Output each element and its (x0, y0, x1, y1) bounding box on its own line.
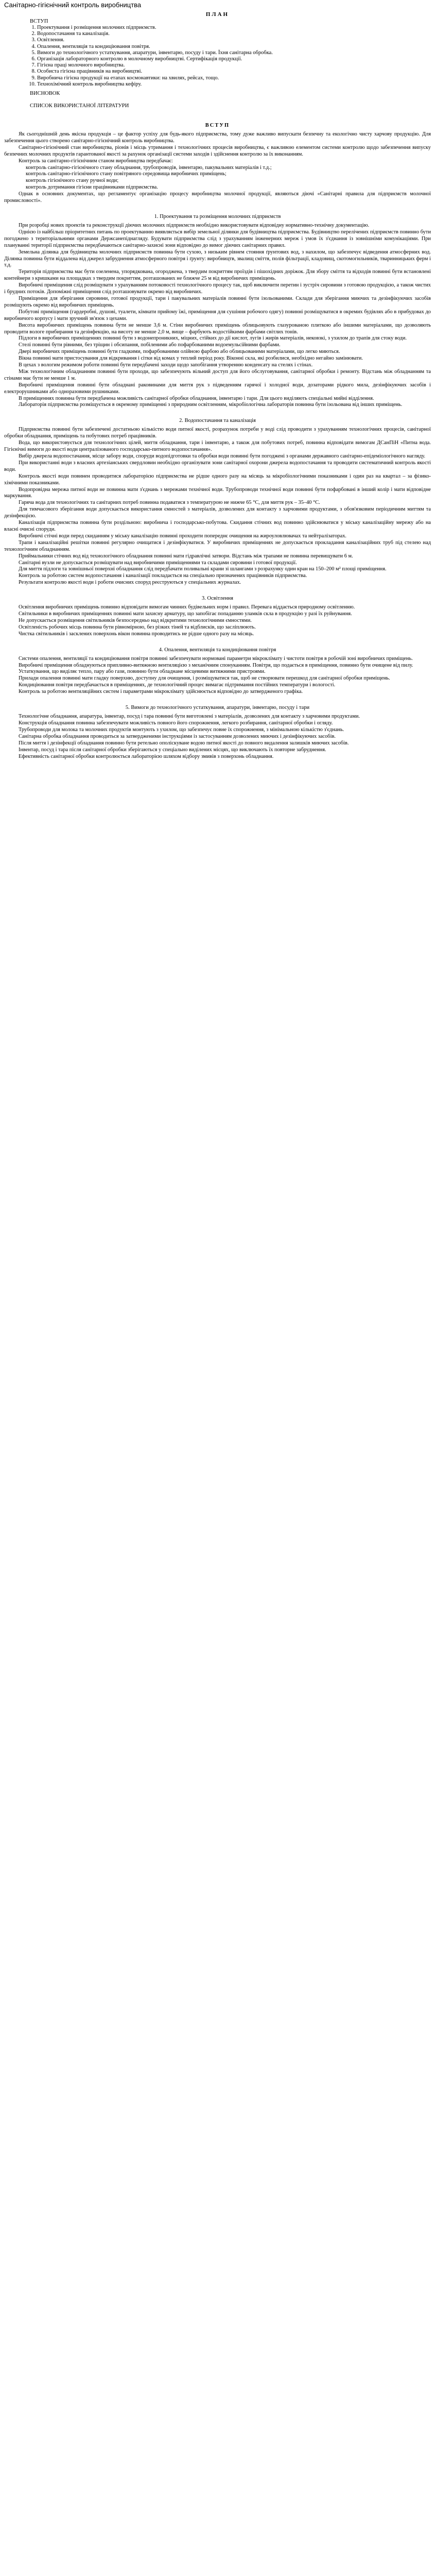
paragraph: Двері виробничих приміщень повинні бути гладкими, пофарбованими олійною фарбою або облицьованими матеріалами, що легко миються. (19, 349, 340, 355)
toc-item: 10. Технохімічний контроль виробництва кефіру. (37, 81, 431, 88)
paragraph: При використанні води з власних артезіанських свердловин необхідно організувати зони санітарної охорони джерела водопостачання та проводити систематичний контроль якості води. (4, 460, 431, 472)
paragraph: Технологічне обладнання, апаратура, інвентар, посуд і тара повинні бути виготовлені з матеріалів, дозволених для контакту з харчовими продуктами. (19, 714, 360, 720)
paragraph: Результати контролю якості води і роботи очисних споруд реєструються у спеціальних журналах. (19, 580, 241, 586)
paragraph: Однак в основних документах, що регламентує організацію процесу виробництва молочної продукції, являються діючі «Санітарні правила для підприємств молочної промисловості». (4, 191, 431, 204)
paragraph: Виробничі приміщення слід розміщувати з урахуванням потоковості технологічного процесу так, щоб виключити перетин і зустріч сировини з готовою продукцією, а також чистих і брудних потоків. Допоміжні приміщення слід розташовувати окремо від виробничих. (4, 282, 431, 295)
section-heading: 5. Вимоги до технологічного устаткування, апаратури, інвентарю, посуду і тари (125, 705, 310, 711)
toc-intro: ВСТУП (30, 19, 48, 24)
toc-item: 2. Водопостачання та каналізація. (37, 31, 431, 37)
toc-item: 5. Вимоги до технологічного устаткування, апаратури, інвентарю, посуду і тари. Їхня санітарна обробка. (37, 50, 431, 56)
bullet-item: контроль дотримання гігієни працівниками підприємства. (26, 184, 158, 191)
toc-item: 1. Проектування і розміщення молочних підприємств. (37, 25, 431, 31)
section-5 (4, 714, 431, 760)
paragraph: Санітарно-гігієнічний стан виробництва, ріонів і місць утримання і технологічних процесів виробництва, є важливою елементом системи контролю щодо забезпечення випуску безпечних молочних продуктів гарантованої якості за рахунок організації системи заходів і здійснення контролю за їх виконанням. (4, 144, 431, 157)
section-heading: 3. Освітлення (202, 596, 233, 602)
paragraph: Трубопроводи для молока та молочних продуктів монтують з ухилом, що забезпечує повне їх спорожнення, з мінімальною кількістю з'єднань. (19, 726, 344, 733)
paragraph: Контроль за роботою вентиляційних систем і параметрами мікроклімату здійснюється відповідно до затвердженого графіка. (19, 689, 303, 695)
section-heading: 2. Водопостачання та каналізація (179, 418, 256, 424)
paragraph: Контроль за санітарно-гігієнічним станом виробництва передбачає: (19, 158, 173, 164)
paragraph: Виробничі приміщення повинні бути обладнані раковинами для миття рук з підведенням гарячої і холодної води, дозаторами рідкого мила, дезінфікуючих засобів і електрорушниками або одноразовими рушниками. (4, 382, 431, 395)
table-of-contents (25, 25, 431, 88)
toc-literature: СПИСОК ВИКОРИСТАНОЇ ЛІТЕРАТУРИ (30, 103, 129, 109)
section-heading: 4. Опалення, вентиляція та кондиціювання повітря (159, 647, 276, 653)
paragraph: В цехах з вологим режимом роботи повинні бути передбачені заходи щодо запобігання утворенню конденсату на стелях і стінах. (19, 362, 313, 368)
toc-item: 9. Виробнича гігієна продукції на етапах космонавтики: на хвилях, рейсах, тощо. (37, 75, 431, 81)
intro-section (4, 131, 431, 205)
paragraph: Приміщення для зберігання сировини, готової продукції, тари і пакувальних матеріалів повинні бути ізольованими. Склади для зберігання миючих та дезінфікуючих засобів розміщують окремо від виробничих приміщень. (4, 295, 431, 308)
paragraph: В приміщеннях повинна бути передбачена можливість санітарної обробки обладнання, інвентарю і тари. Для цього виділяють спеціальні мийні відділення. (19, 395, 374, 401)
paragraph: Водопровідна мережа питної води не повинна мати з'єднань з мережами технічної води. Трубопроводи технічної води повинні бути пофарбовані в інший колір і мати відповідне маркування. (4, 486, 431, 499)
paragraph: Санітарні вузли не допускається розміщувати над виробничими приміщеннями та складами сировини і готової продукції. (19, 560, 297, 566)
paragraph: Підприємства повинні бути забезпечені достатньою кількістю води питної якості, розрахунок потреби у воді слід проводити з урахуванням технологічних процесів, санітарної обробки обладнання, приміщень та побутових потреб працівників. (4, 427, 431, 439)
paragraph: Чистка світильників і засклених поверхонь вікон повинна проводитись не рідше одного разу на місяць. (19, 631, 254, 637)
paragraph: Земельна ділянка для будівництва молочних підприємств повинна бути сухою, з низьким рівнем стояння ґрунтових вод, з нахилом, що забезпечує відведення атмосферних вод. Ділянка повинна бути віддалена від джерел забруднення атмосферного повітря і ґрунту: виробництв, звалищ сміття, полів фільтрації, кладовищ, скотомогильників, тваринницьких ферм і т.д. (4, 249, 431, 268)
paragraph: Вікна повинні мати пристосування для відкривання і сітки від комах у теплий період року. Віконні скла, які розбилися, необхідно негайно замінювати. (19, 355, 363, 362)
paragraph: Системи опалення, вентиляції та кондиціювання повітря повинні забезпечувати нормовані параметри мікроклімату і чистоти повітря в робочій зоні виробничих приміщень. (19, 655, 413, 662)
plan-heading: ПЛАН (205, 11, 230, 18)
paragraph: Санітарна обробка обладнання проводиться за затвердженими інструкціями із застосуванням дозволених миючих і дезінфікуючих засобів. (19, 733, 336, 739)
paragraph: Устаткування, що виділяє тепло, пару або гази, повинно бути обладнане місцевими витяжними пристроями. (19, 669, 266, 675)
paragraph: Трапи і каналізаційні решітки повинні регулярно очищатися і дезінфікуватися. У виробничих приміщеннях не допускається прокладання каналізаційних труб під стелею над технологічним обладнанням. (4, 539, 431, 552)
paragraph: При розробці нових проектів та реконструкції діючих молочних підприємств необхідно використовувати відповідну нормативно-технічну документацію. (19, 223, 370, 228)
section-heading: 1. Проектування та розміщення молочних підприємств (154, 214, 281, 219)
toc-conclusions: ВИСНОВОК (30, 91, 60, 97)
paragraph: Для тимчасового зберігання води допускається використання ємностей з матеріалів, дозволених для контакту з харчовими продуктами, з обов'язковим періодичним миттям та дезінфекцією. (4, 506, 431, 519)
section-3 (4, 604, 431, 638)
paragraph: Кондиціювання повітря передбачається в приміщеннях, де технологічний процес вимагає підтримання постійних температури і вологості. (19, 682, 336, 688)
bullet-item: контроль гігієнічного стану ручної води; (26, 178, 119, 184)
paragraph: Виробничі приміщення обладнуються припливно-витяжною вентиляцією з механічним спонуканням. Повітря, що подається в приміщення, повинно бути очищене від пилу. (19, 662, 413, 668)
toc-item: 6. Організація лабораторного контролю в молочному виробництві. Сертифікація продукції. (37, 56, 431, 62)
paragraph: Ефективність санітарної обробки контролюється лабораторією шляхом відбору змивів з поверхонь обладнання. (19, 753, 274, 759)
paragraph: Як сьогоднішній день якісна продукція – це фактор успіху для будь-якого підприємства, тому дуже важливо випускати безпечну та екологічно чисту харчову продукцію. Для забезпечення цього створено санітарно-гігієнічний контроль виробництва. (4, 131, 431, 144)
paragraph: Після миття і дезінфекції обладнання повинно бути ретельно ополіскуване водою питної якості до повного видалення залишків миючих засобів. (19, 740, 349, 746)
paragraph: Лабораторія підприємства розміщується в окремому приміщенні з природним освітленням, мікробіологічна лабораторія повинна бути ізольована від інших приміщень. (19, 402, 403, 408)
document-title: Санітарно-гігієнічний контроль виробництва (4, 1, 142, 9)
paragraph: Підлоги в виробничих приміщеннях повинні бути з водонепроникних, міцних, стійких до дії кислот, лугів і жирів матеріалів, нековзкі, з ухилом до трапів для стоку води. (19, 335, 407, 342)
paragraph: Для миття підлоги та зовнішньої поверхні обладнання слід передбачати поливальні крани зі шлангами з розрахунку один кран на 150–200 м² площі приміщення. (19, 566, 387, 572)
bullet-item: контроль санітарно-гігієнічного стану повітряного середовища виробничих приміщень; (26, 171, 226, 177)
paragraph: Однією із найбільш пріоритетних питань по проектуванню виявляється вибір земельної ділянки для будівництва підприємства. Будівництво перелічених підприємств повинно бути погоджено з територіальними органами Держсанепіднагляду. Будувати підприємства слід з урахуванням інженерних мереж і умов їх з'єднання із зовнішніми комунікаціями. При плануванні території підприємства передбачаються санітарно-захисні зони відповідно до вимог діючих санітарних правил. (4, 229, 431, 248)
paragraph: Не допускається розміщення світильників безпосередньо над відкритими технологічними ємностями. (19, 617, 252, 623)
section-2 (4, 427, 431, 586)
paragraph: Висота виробничих приміщень повинна бути не менше 3,6 м. Стіни виробничих приміщень облицьовують глазурованою плиткою або іншими матеріалами, що дозволяють проводити вологе прибирання та дезінфекцію, на висоту не менше 2,0 м, вище – фарбують водостійкими фарбами світлих тонів. (4, 322, 431, 335)
toc-item: 7. Гігієна праці молочного виробництва. (37, 62, 431, 69)
toc-item: 4. Опалення, вентиляція та кондиціювання повітря. (37, 44, 431, 50)
paragraph: Прилади опалення повинні мати гладку поверхню, доступну для очищення, і розміщуватися так, щоб не створювати перешкод для санітарної обробки приміщень. (19, 675, 390, 682)
paragraph: Гаряча вода для технологічних та санітарних потреб повинна подаватися з температурою не нижче 65 °С, для миття рук – 35–40 °С. (19, 500, 320, 506)
paragraph: Інвентар, посуд і тара після санітарної обробки зберігаються у спеціально виділених місцях, що виключають їх повторне забруднення. (19, 747, 326, 753)
paragraph: Освітленість робочих місць повинна бути рівномірною, без різких тіней та відблисків, що засліплюють. (19, 624, 256, 630)
paragraph: Конструкція обладнання повинна забезпечувати можливість повного його спорожнення, легкого розбирання, санітарної обробки і огляду. (19, 720, 333, 726)
section-1 (4, 223, 431, 409)
paragraph: Контроль якості води повинен проводитися лабораторією підприємства не рідше одного разу на місяць за мікробіологічними показниками і один раз на квартал – за фізико-хімічними показниками. (4, 473, 431, 486)
bullet-item: контроль санітарно-гігієнічного стану обладнання, трубопроводів, інвентарю, пакувальних матеріалів і т.д.; (26, 164, 272, 171)
paragraph: Вибір джерела водопостачання, місце забору води, споруди водопідготовки та обробки води повинні бути погоджені з органами державного санітарно-епідеміологічного нагляду. (19, 453, 426, 459)
paragraph: Приймальники стічних вод від технологічного обладнання повинні мати гідравлічні затвори. Відстань між трапами не повинна перевищувати 6 м. (19, 553, 353, 559)
paragraph: Між технологічним обладнанням повинні бути проходи, що забезпечують вільний доступ для його обслуговування, санітарної обробки і ремонту. Відстань між обладнанням та стінами має бути не менше 1 м. (4, 368, 431, 381)
section-4 (4, 656, 431, 696)
paragraph: Стелі повинні бути рівними, без тріщин і обсипання, побіленими або пофарбованими водоемульсійними фарбами. (19, 342, 281, 348)
toc-item: 8. Особиста гігієна працівників на виробництві. (37, 69, 431, 75)
paragraph: Побутові приміщення (гардеробні, душові, туалети, кімнати прийому їжі, приміщення для сушіння робочого одягу) повинні розміщуватися в окремих будівлях або в прибудовах до виробничого корпусу і мати зручний зв'язок з цехами. (4, 309, 431, 321)
paragraph: Вода, що використовується для технологічних цілей, миття обладнання, тари і інвентарю, а також для побутових потреб, повинна відповідати вимогам ДСанПіН «Питна вода. Гігієнічні вимоги до якості води централізованого господарсько-питного водопостачання». (4, 440, 431, 453)
paragraph: Виробничі стічні води перед скиданням у міську каналізацію повинні проходити попереднє очищення на жироуловлювачах та нейтралізаторах. (19, 533, 346, 539)
paragraph: Територія підприємства має бути озеленена, упорядкована, огороджена, з твердим покриттям проїздів і пішохідних доріжок. Для збору сміття та відходів повинні бути встановлені контейнери з кришками на площадках з твердим покриттям, розташованих не ближче 25 м від виробничих приміщень. (4, 269, 431, 282)
document-page (0, 1, 436, 2576)
paragraph: Контроль за роботою систем водопостачання і каналізації покладається на спеціально призначених працівників підприємства. (19, 573, 307, 579)
intro-heading: ВСТУП (205, 123, 230, 129)
paragraph: Освітлення виробничих приміщень повинно відповідати вимогам чинних будівельних норм і правил. Перевага віддається природному освітленню. (19, 604, 355, 611)
toc-item: 3. Освітлення. (37, 37, 431, 43)
paragraph: Каналізація підприємства повинна бути роздільною: виробнича і господарсько-побутова. Скидання стічних вод повинно здійснюватися у міську каналізаційну мережу або на власні очисні споруди. (4, 520, 431, 532)
paragraph: Світильники в виробничих приміщеннях повинні мати захисну арматуру, що запобігає попаданню уламків скла в продукцію у разі їх руйнування. (19, 611, 352, 617)
